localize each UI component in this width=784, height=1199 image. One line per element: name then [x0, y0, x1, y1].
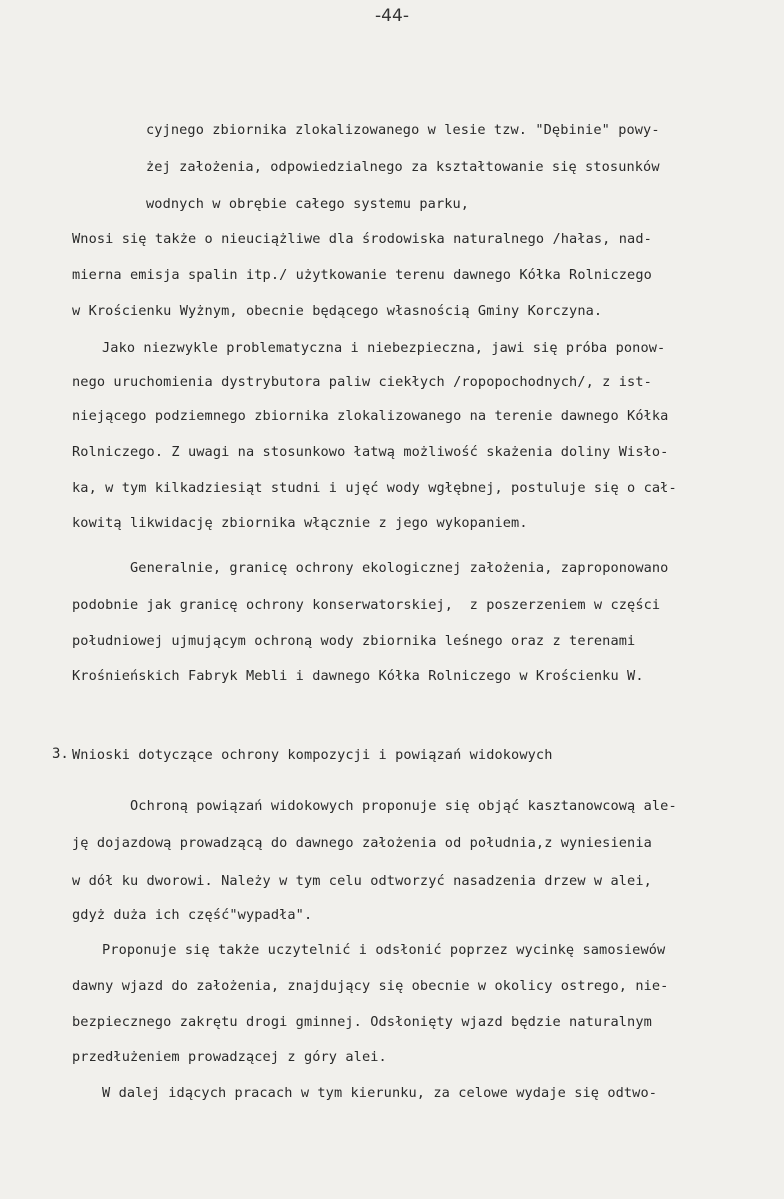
text-line: ka, w tym kilkadziesiąt studni i ujęć wody wgłębnej, postuluje się o cał-: [72, 480, 677, 496]
text-line: bezpiecznego zakrętu drogi gminnej. Odsłonięty wjazd będzie naturalnym: [72, 1014, 652, 1030]
section-number: 3.: [52, 746, 69, 762]
text-line: przedłużeniem prowadzącej z góry alei.: [72, 1049, 387, 1065]
text-line: południowej ujmującym ochroną wody zbiornika leśnego oraz z terenami: [72, 633, 636, 649]
text-line: Generalnie, granicę ochrony ekologicznej założenia, zaproponowano: [130, 560, 669, 576]
text-line: Proponuje się także uczytelnić i odsłonić poprzez wycinkę samosiewów: [102, 942, 666, 958]
text-line: dawny wjazd do założenia, znajdujący się obecnie w okolicy ostrego, nie-: [72, 978, 669, 994]
text-line: żej założenia, odpowiedzialnego za kształtowanie się stosunków: [146, 159, 660, 175]
text-line: Wnosi się także o nieuciążliwe dla środowiska naturalnego /hałas, nad-: [72, 231, 652, 247]
text-line: mierna emisja spalin itp./ użytkowanie terenu dawnego Kółka Rolniczego: [72, 267, 652, 283]
text-line: cyjnego zbiornika zlokalizowanego w lesie tzw. "Dębinie" powy-: [146, 122, 660, 138]
text-line: wodnych w obrębie całego systemu parku,: [146, 196, 470, 212]
text-line: niejącego podziemnego zbiornika zlokalizowanego na terenie dawnego Kółka: [72, 408, 669, 424]
text-line: W dalej idących pracach w tym kierunku, za celowe wydaje się odtwo-: [102, 1085, 658, 1101]
text-line: Rolniczego. Z uwagi na stosunkowo łatwą możliwość skażenia doliny Wisło-: [72, 444, 669, 460]
text-line: w Krościenku Wyżnym, obecnie będącego własnością Gminy Korczyna.: [72, 303, 603, 319]
text-line: w dół ku dworowi. Należy w tym celu odtworzyć nasadzenia drzew w alei,: [72, 873, 652, 889]
text-line: kowitą likwidację zbiornika włącznie z jego wykopaniem.: [72, 515, 528, 531]
section-title: Wnioski dotyczące ochrony kompozycji i powiązań widokowych: [72, 747, 553, 763]
text-line: ję dojazdową prowadzącą do dawnego założenia od południa,z wyniesienia: [72, 835, 652, 851]
text-line: Krośnieńskich Fabryk Mebli i dawnego Kółka Rolniczego w Krościenku W.: [72, 668, 644, 684]
text-line: podobnie jak granicę ochrony konserwatorskiej, z poszerzeniem w części: [72, 597, 661, 613]
text-line: gdyż duża ich część"wypadła".: [72, 907, 313, 923]
text-line: Jako niezwykle problematyczna i niebezpieczna, jawi się próba ponow-: [102, 340, 666, 356]
text-line: Ochroną powiązań widokowych proponuje się objąć kasztanowcową ale-: [130, 798, 677, 814]
text-line: nego uruchomienia dystrybutora paliw ciekłych /ropopochodnych/, z ist-: [72, 374, 652, 390]
page-number: -44-: [375, 6, 409, 26]
